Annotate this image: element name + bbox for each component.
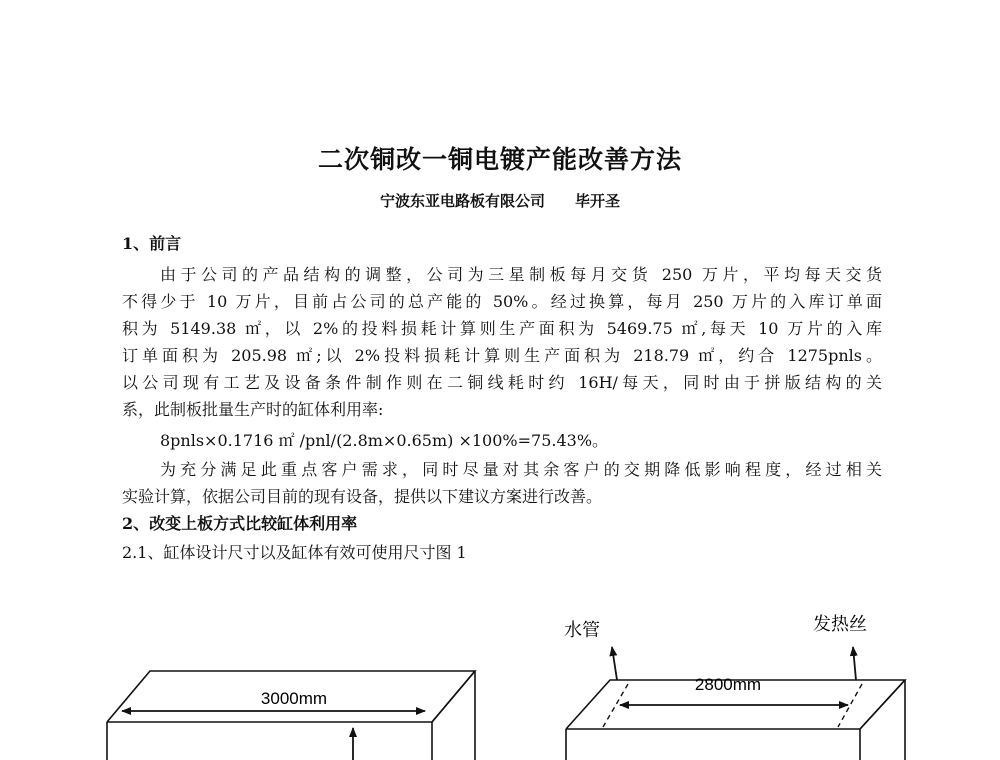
paragraph-line: 订单面积为 205.98 ㎡;以 2%投料损耗计算则生产面积为 218.79 ㎡，约合 1275pnls。 <box>122 346 882 365</box>
subsection-2-1: 2.1、缸体设计尺寸以及缸体有效可使用尺寸图 1 <box>122 543 467 562</box>
water-pipe-arrow <box>612 647 617 680</box>
section-1-heading: 1、前言 <box>122 234 182 253</box>
section-2-heading: 2、改变上板方式比较缸体利用率 <box>122 514 358 533</box>
author-company: 宁波东亚电路板有限公司 <box>379 192 545 210</box>
left-tank-box <box>107 671 475 760</box>
heating-wire-arrow <box>853 647 856 680</box>
right-tank-width-label: 2800mm <box>694 675 762 694</box>
paragraph-line: 以公司现有工艺及设备条件制作则在二铜线耗时约 16H/每天，同时由于拼版结构的关 <box>122 373 882 392</box>
page-title: 二次铜改一铜电镀产能改善方法 <box>317 145 682 174</box>
paragraph-line: 系，此制板批量生产时的缸体利用率: <box>122 400 384 419</box>
heating-wire-label: 发热丝 <box>813 614 867 634</box>
left-tank-width-label: 3000mm <box>260 689 328 708</box>
paragraph-line: 由于公司的产品结构的调整，公司为三星制板每月交货 250 万片，平均每天交货 <box>160 265 882 284</box>
water-pipe-label: 水管 <box>564 620 600 640</box>
paragraph-line: 积为 5149.38 ㎡，以 2%的投料损耗计算则生产面积为 5469.75 ㎡,每天 10 万片的入库 <box>122 319 882 338</box>
paragraph-line: 实验计算，依据公司目前的现有设备，提供以下建议方案进行改善。 <box>122 487 603 506</box>
paragraph-line: 不得少于 10 万片，目前占公司的总产能的 50%。经过换算，每月 250 万片的入库订单面 <box>122 292 882 311</box>
author-name: 毕开圣 <box>575 192 621 210</box>
formula-line: 8pnls×0.1716 ㎡ /pnl/(2.8m×0.65m) ×100%=75.43%。 <box>160 431 609 450</box>
paragraph-line: 为充分满足此重点客户需求，同时尽量对其余客户的交期降低影响程度，经过相关 <box>160 460 882 479</box>
